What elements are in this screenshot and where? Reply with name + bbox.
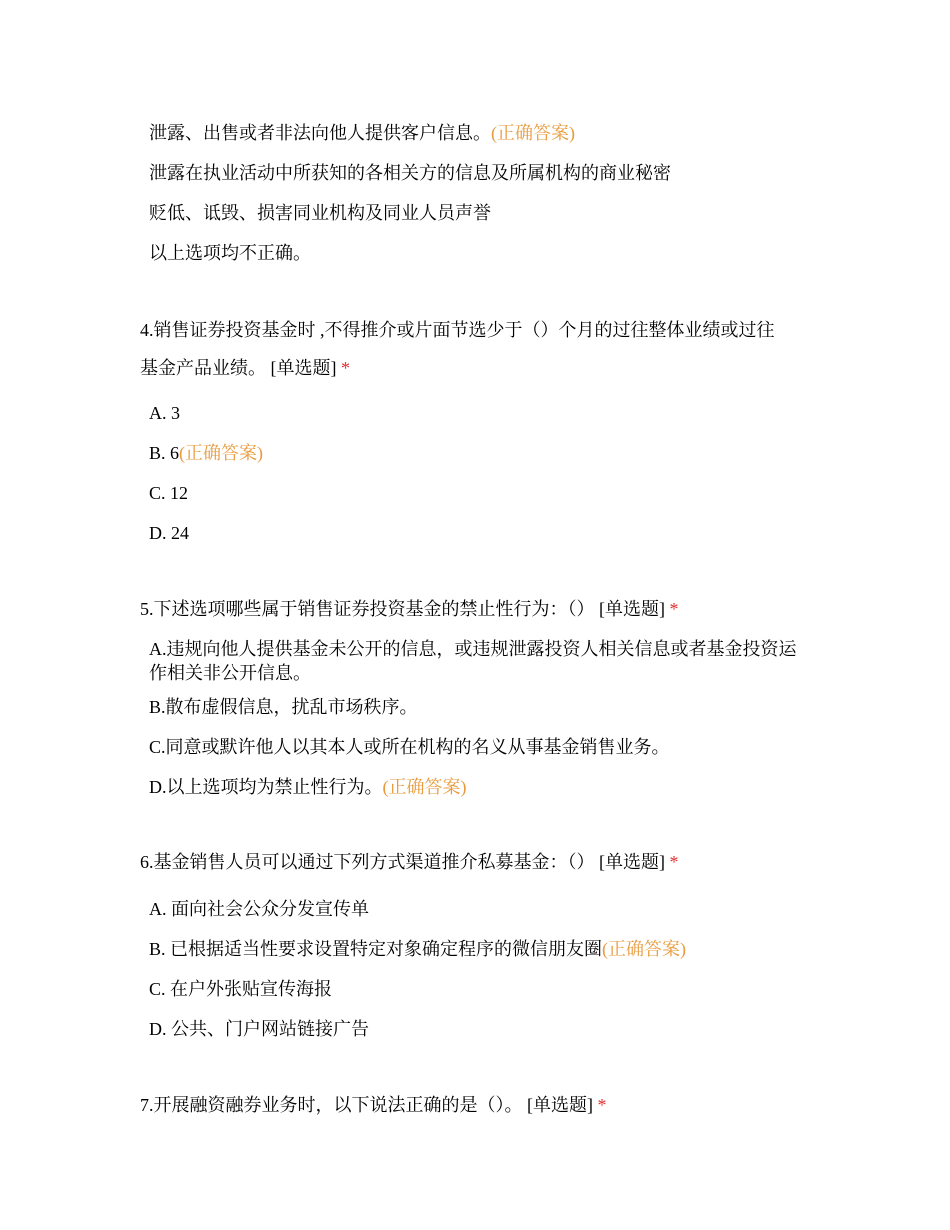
q4-title-line2 <box>140 356 350 380</box>
option-text: D. 24 <box>149 523 189 543</box>
option-text: 以上选项均不正确。 <box>149 243 311 263</box>
q6-option-b[interactable] <box>149 937 686 961</box>
option-text: B. 6 <box>149 443 180 463</box>
q6-option-c[interactable] <box>149 977 332 1001</box>
q3-option-1 <box>149 121 575 145</box>
question-text: 7.开展融资融券业务时，以下说法正确的是（）。 [单选题] <box>140 1095 593 1115</box>
q5-option-c[interactable] <box>149 735 670 759</box>
option-text: C. 12 <box>149 483 189 503</box>
correct-answer-tag: (正确答案) <box>179 443 264 463</box>
required-asterisk: * <box>341 358 350 378</box>
q7-title <box>140 1093 607 1117</box>
option-text: B. 已根据适当性要求设置特定对象确定程序的微信朋友圈 <box>149 939 603 959</box>
q4-option-d[interactable] <box>149 521 189 545</box>
q6-option-a[interactable] <box>149 897 369 921</box>
option-text: D.以上选项均为禁止性行为。 <box>149 777 383 797</box>
q3-option-2 <box>149 161 671 185</box>
option-text: B.散布虚假信息，扰乱市场秩序。 <box>149 697 418 717</box>
correct-answer-tag: (正确答案) <box>602 939 687 959</box>
required-asterisk: * <box>597 1095 607 1115</box>
required-asterisk: * <box>669 599 679 619</box>
q6-option-d[interactable] <box>149 1017 369 1041</box>
q5-option-b[interactable] <box>149 695 418 719</box>
q4-title-line1: 4.销售证券投资基金时 ,不得推介或片面节选少于（）个月的过往整体业绩或过往 <box>140 320 775 340</box>
required-asterisk: * <box>669 852 679 872</box>
correct-answer-tag: (正确答案) <box>382 777 467 797</box>
q3-option-4 <box>149 241 311 265</box>
option-text: 泄露、出售或者非法向他人提供客户信息。 <box>149 123 491 143</box>
question-text: 6.基金销售人员可以通过下列方式渠道推介私募基金：（） [单选题] <box>140 852 665 872</box>
option-text: C.同意或默许他人以其本人或所在机构的名义从事基金销售业务。 <box>149 737 670 757</box>
question-text: 5.下述选项哪些属于销售证券投资基金的禁止性行为：（） [单选题] <box>140 599 665 619</box>
q3-option-3 <box>149 201 491 225</box>
option-text: 贬低、诋毁、损害同业机构及同业人员声誉 <box>149 203 491 223</box>
q4-option-a[interactable] <box>149 401 180 425</box>
q4-option-c[interactable] <box>149 481 188 505</box>
q4-option-b[interactable] <box>149 441 263 465</box>
q5-option-a[interactable] <box>149 637 809 685</box>
q5-title <box>140 597 679 621</box>
option-text: A. 3 <box>149 403 180 423</box>
q6-title <box>140 850 679 874</box>
option-text: C. 在户外张贴宣传海报 <box>149 979 333 999</box>
option-text: 泄露在执业活动中所获知的各相关方的信息及所属机构的商业秘密 <box>149 163 671 183</box>
option-text: D. 公共、门户网站链接广告 <box>149 1019 369 1039</box>
question-text: 基金产品业绩。 [单选题] <box>140 358 337 378</box>
option-text: A. 面向社会公众分发宣传单 <box>149 899 369 919</box>
option-text: A.违规向他人提供基金未公开的信息，或违规泄露投资人相关信息或者基金投资运作相关非公开信息。 <box>149 639 797 683</box>
correct-answer-tag: (正确答案) <box>491 123 575 143</box>
q5-option-d[interactable] <box>149 775 467 799</box>
